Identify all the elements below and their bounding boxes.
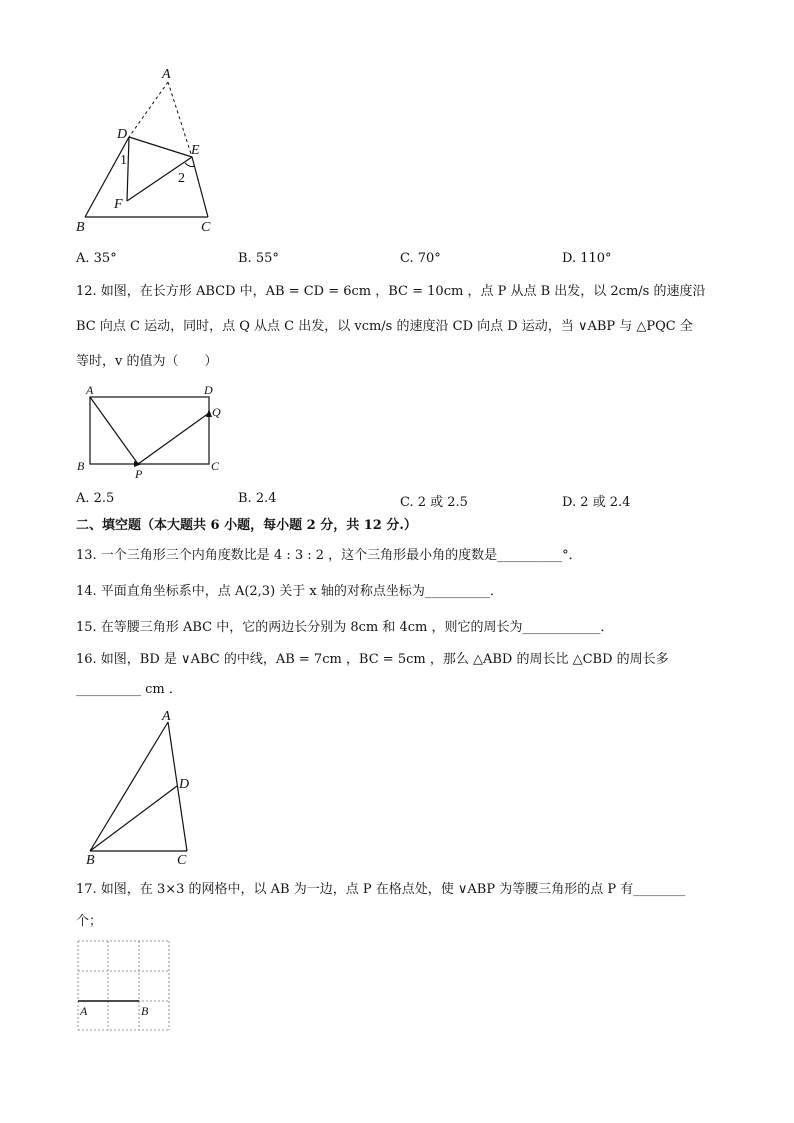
q13-text: 13. 一个三角形三个内角度数比是 4 : 3 : 2 ，这个三角形最小角的度数是__________°． bbox=[76, 548, 582, 563]
q16-label-A: A bbox=[162, 709, 171, 724]
q16-line-2: __________ cm ． bbox=[76, 682, 182, 697]
q16-figure bbox=[80, 706, 210, 868]
q17-line-1: 17. 如图，在 3×3 的网格中，以 AB 为一边，点 P 在格点处，使 ∨ABP 为等腰三角形的点 P 有________ bbox=[76, 882, 686, 897]
q17-label-B: B bbox=[141, 1004, 149, 1018]
q11-option-c: C. 70° bbox=[400, 251, 441, 266]
q17-figure bbox=[74, 937, 174, 1033]
q16-line-1: 16. 如图，BD 是 ∨ABC 的中线，AB = 7cm ，BC = 5cm ，那么 △ABD 的周长比 △CBD 的周长多 bbox=[76, 652, 669, 667]
q12-label-C: C bbox=[211, 459, 220, 473]
q16-label-B: B bbox=[86, 853, 95, 868]
q12-option-c: C. 2 或 2.5 bbox=[400, 495, 468, 510]
q12-line-3: 等时，v 的值为（ ） bbox=[76, 354, 218, 369]
q12-figure bbox=[72, 380, 232, 480]
q11-label-D: D bbox=[117, 127, 128, 142]
q17-line-2: 个； bbox=[76, 914, 103, 929]
q12-option-a: A. 2.5 bbox=[76, 491, 115, 506]
q14-text: 14. 平面直角坐标系中，点 A(2,3) 关于 x 轴的对称点坐标为__________． bbox=[76, 584, 503, 599]
q11-label-C: C bbox=[201, 220, 211, 235]
q11-angle-1: 1 bbox=[120, 153, 127, 168]
q11-option-a: A. 35° bbox=[76, 251, 117, 266]
q12-label-P: P bbox=[135, 467, 143, 480]
q12-option-d: D. 2 或 2.4 bbox=[562, 495, 631, 510]
section-2-title: 二、填空题（本大题共 6 小题，每小题 2 分，共 12 分.） bbox=[76, 518, 417, 533]
q12-label-D: D bbox=[204, 383, 213, 397]
q16-label-C: C bbox=[177, 853, 187, 868]
q12-label-Q: Q bbox=[212, 405, 221, 419]
q12-label-B: B bbox=[77, 459, 85, 473]
q11-triangle-diagram bbox=[68, 62, 228, 242]
q17-label-A: A bbox=[80, 1004, 88, 1018]
q12-option-b: B. 2.4 bbox=[238, 491, 277, 506]
q11-figure bbox=[68, 62, 228, 242]
q11-label-B: B bbox=[76, 220, 85, 235]
q15-text: 15. 在等腰三角形 ABC 中，它的两边长分别为 8cm 和 4cm ，则它的周长为____________． bbox=[76, 620, 614, 635]
q17-grid-diagram bbox=[74, 937, 174, 1033]
q12-rectangle-diagram bbox=[72, 380, 232, 480]
q12-line-2: BC 向点 C 运动，同时，点 Q 从点 C 出发，以 vcm/s 的速度沿 CD 向点 D 运动，当 ∨ABP 与 △PQC 全 bbox=[76, 319, 693, 334]
q12-line-1: 12. 如图，在长方形 ABCD 中，AB = CD = 6cm ，BC = 10cm ，点 P 从点 B 出发，以 2cm/s 的速度沿 bbox=[76, 284, 706, 299]
q11-angle-2: 2 bbox=[178, 171, 185, 186]
q12-label-A: A bbox=[86, 383, 94, 397]
q11-label-F: F bbox=[114, 197, 123, 212]
q16-triangle-diagram bbox=[80, 706, 210, 868]
q11-label-E: E bbox=[191, 143, 200, 158]
q11-option-b: B. 55° bbox=[238, 251, 279, 266]
q11-label-A: A bbox=[162, 67, 171, 82]
q11-option-d: D. 110° bbox=[562, 251, 612, 266]
q16-label-D: D bbox=[179, 777, 190, 792]
